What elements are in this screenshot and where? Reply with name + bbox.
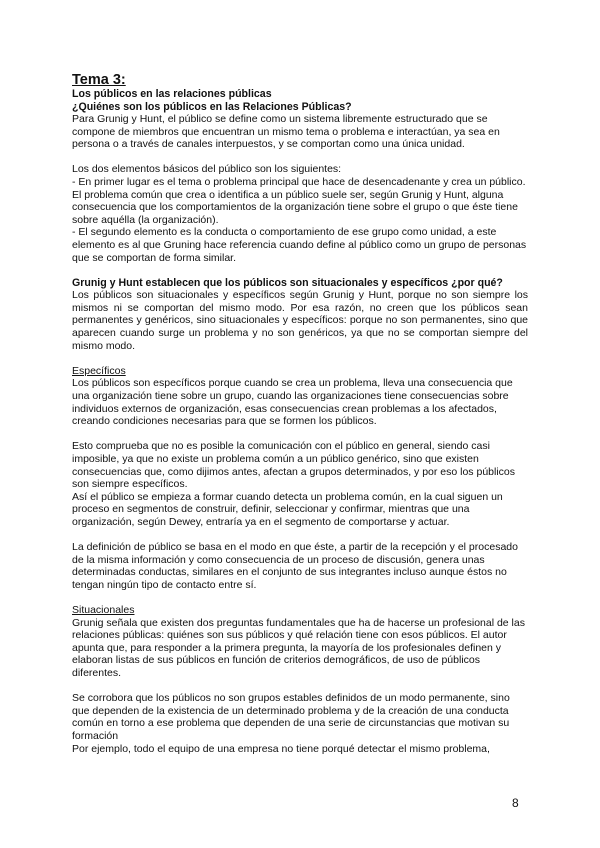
paragraph-comunicacion: Esto comprueba que no es posible la comunicación con el público en general, siendo casi imposible, ya que no existe un problema común a un público genérico, sino que existen consecuencias que, como dijimos antes, afectan a grupos determinados, y por eso los públicos son siempre específicos.	[72, 440, 515, 491]
page-number: 8	[512, 796, 519, 810]
paragraph-definicion-publico: La definición de público se basa en el modo en que éste, a partir de la recepción y el procesado de la misma información y como consecuencia de un proceso de discusión, genera unas determinadas conductas, similares en el conjunto de sus integrantes incluso aunque éstos no tengan ningún tipo de contacto entre sí.	[72, 541, 518, 591]
chapter-title: Tema 3:	[72, 72, 126, 88]
subheading-situacionales: Situacionales	[72, 604, 135, 617]
paragraph-formacion: Así el público se empieza a formar cuando detecta un problema común, en la cual siguen un proceso en segmentos de construir, definir, seleccionar y confirmar, mientras que una organización, según Dewey, entraría ya en el segmento de comportarse y actuar.	[72, 490, 503, 528]
paragraph-especificos: Los públicos son específicos porque cuando se crea un problema, lleva una consecuencia que una organización tiene sobre un grupo, cuando las organizaciones tiene consecuencias sobre individuos externos de organización, esas consecuencias crean problemas a los afectados, creando condiciones necesarias para que se formen los públicos.	[72, 377, 513, 428]
question-heading-situational: Grunig y Hunt establecen que los públicos son situacionales y específicos ¿por qué?	[72, 276, 503, 289]
paragraph-elements-intro: Los dos elementos básicos del público son los siguientes:	[72, 163, 342, 176]
document-page	[72, 72, 528, 755]
paragraph-first-element: - En primer lugar es el tema o problema principal que hace de desencadenante y crea un público. El problema común que crea o identifica a un público suele ser, según Grunig y Hunt, alguna consecuencia que los comportamientos de la organización tiene sobre el grupo o que éste tiene sobre aquélla (la organización).	[72, 175, 526, 226]
paragraph-definition: Para Grunig y Hunt, el público se define como un sistema libremente estructurado que se compone de miembros que encuentran un mismo tema o problema e interactúan, ya sea en persona o a través de canales interpuestos, y se comportan como una única unidad.	[72, 113, 500, 151]
question-heading: ¿Quiénes son los públicos en las Relaciones Públicas?	[72, 100, 352, 113]
paragraph-corrobora: Se corrobora que los públicos no son grupos estables definidos de un modo permanente, sino que dependen de la existencia de un determinado problema y de la creación de una conducta común en torno a ese problema que dependen de una serie de circunstancias que motivan su formación	[72, 692, 510, 742]
paragraph-second-element: - El segundo elemento es la conducta o comportamiento de ese grupo como unidad, a este elemento es al que Gruning hace referencia cuando define al público como un grupo de personas que se comportan de forma similar.	[72, 226, 527, 264]
section-heading: Los públicos en las relaciones públicas	[72, 88, 272, 100]
paragraph-ejemplo: Por ejemplo, todo el equipo de una empresa no tiene porqué detectar el mismo problema,	[72, 742, 490, 755]
subheading-especificos: Específicos	[72, 364, 126, 377]
paragraph-situacionales: Grunig señala que existen dos preguntas fundamentales que ha de hacerse un profesional de las relaciones públicas: quiénes son sus públicos y qué relación tiene con esos públicos. El autor apunta que, para responder a la primera pregunta, la mayoría de los profesionales definen y elaboran listas de sus públicos en función de criterios demográficos, de uso de públicos diferentes.	[72, 616, 525, 680]
paragraph-situational-specific: Los públicos son situacionales y específicos según Grunig y Hunt, porque no son siempre los mismos ni se comportan del mismo modo. Por esa razón, no creen que los públicos sean permanentes y genéricos, sino situacionales y específicos: porque no son permanentes, sino que aparecen cuando surge un problema y no son genéricos, ya que no se comportan siempre del mismo modo.	[72, 289, 528, 352]
